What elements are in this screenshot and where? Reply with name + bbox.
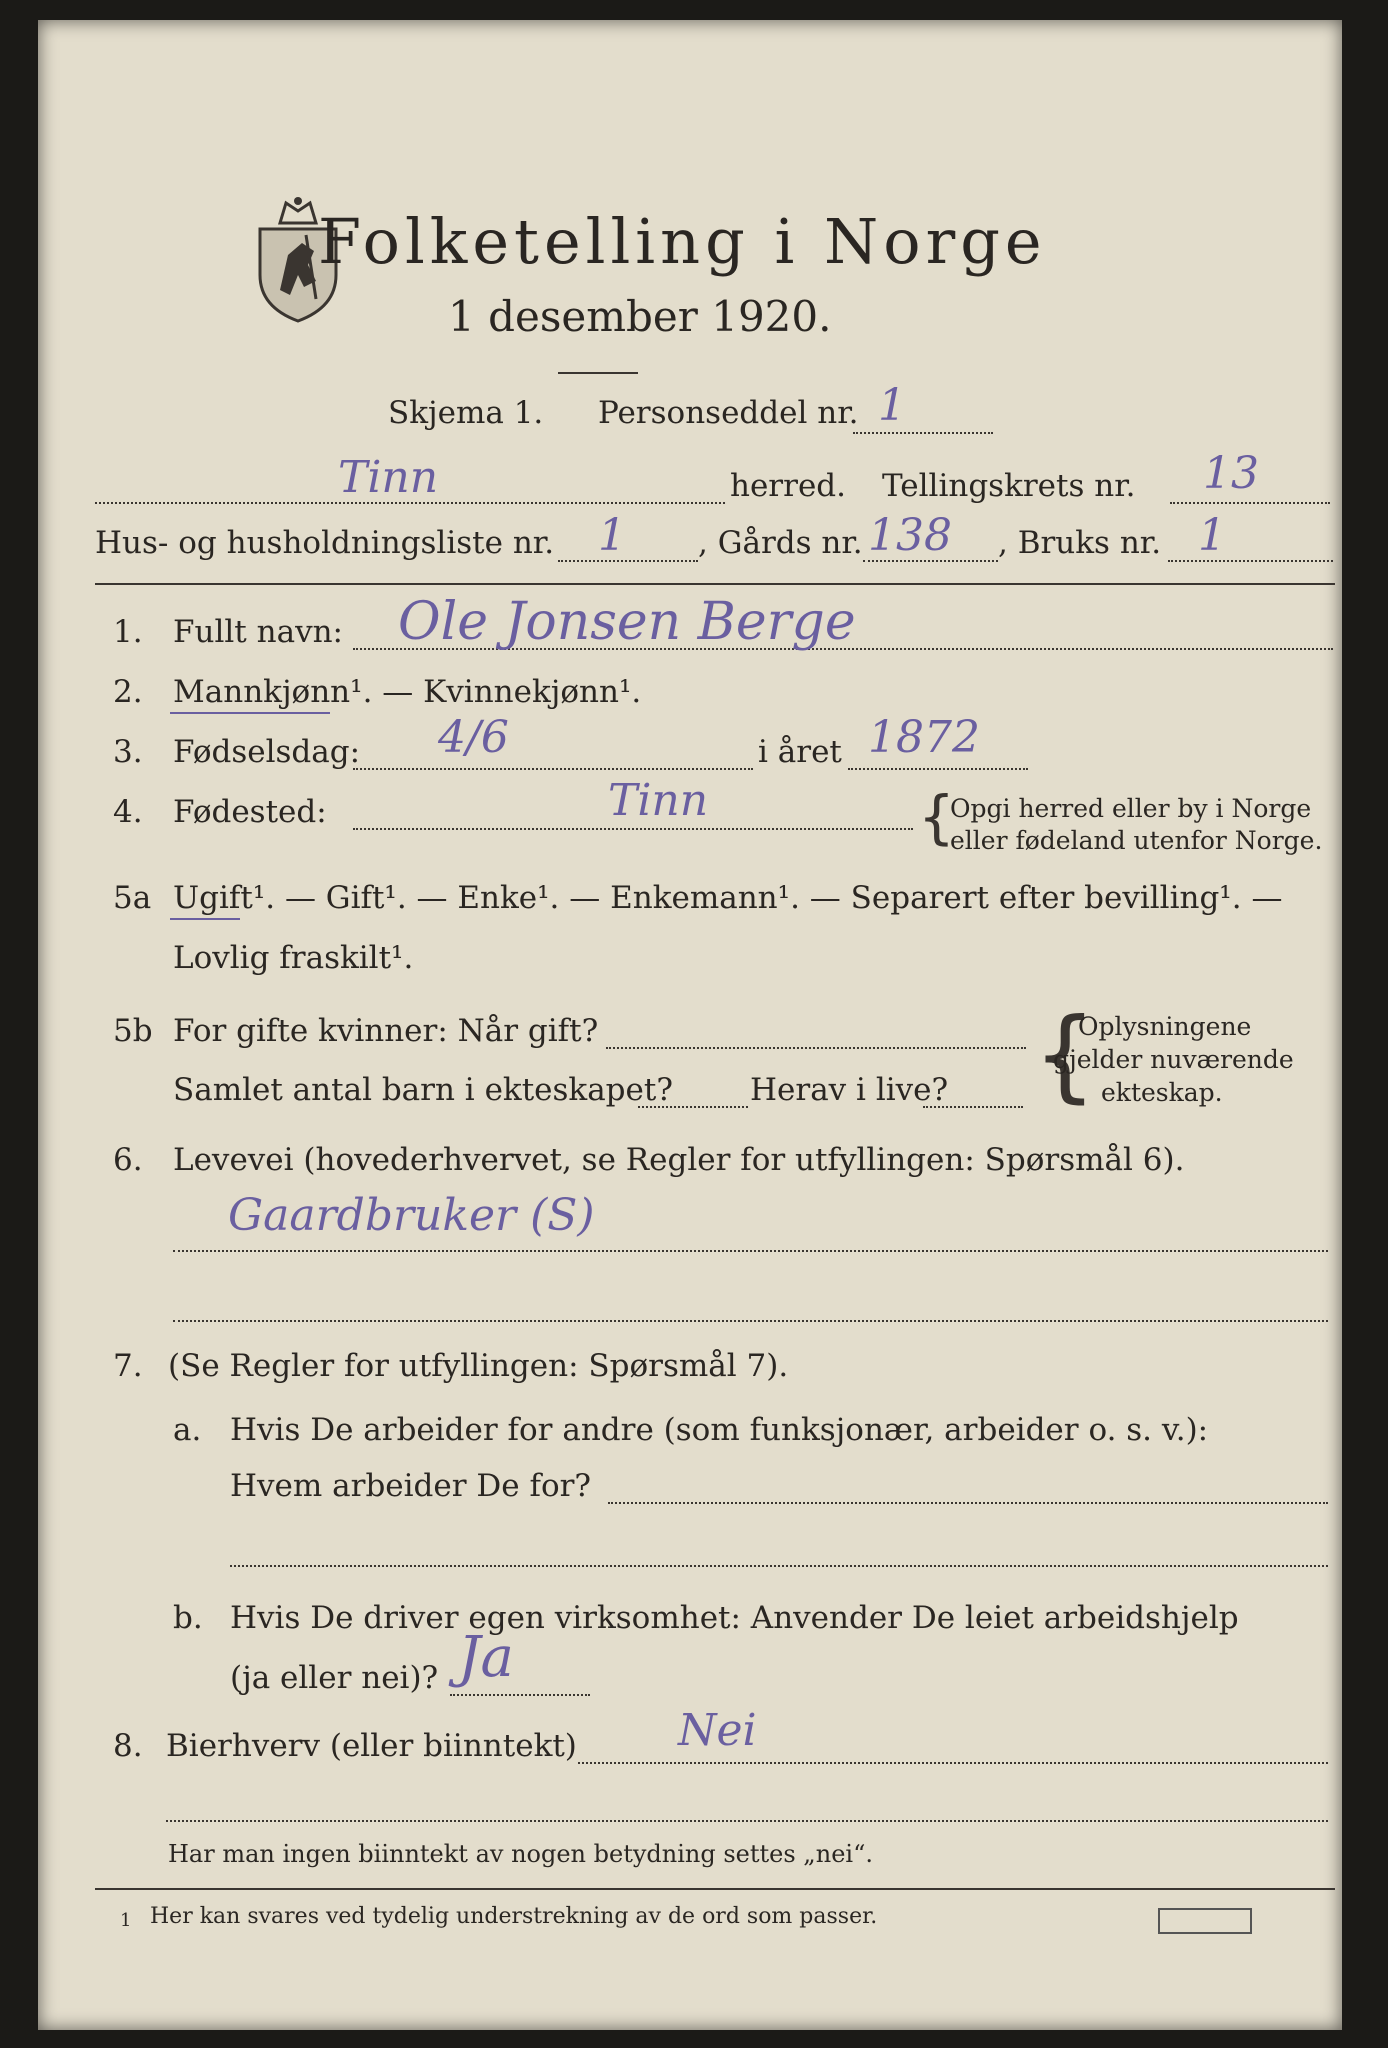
marriage-note-2: gjelder nuværende bbox=[1053, 1045, 1294, 1074]
hus-label: Hus- og husholdningsliste nr. bbox=[95, 525, 555, 561]
tellingskrets-value[interactable]: 13 bbox=[1203, 448, 1259, 499]
marital-underline bbox=[170, 918, 240, 920]
side-income-line-2[interactable] bbox=[166, 1820, 1328, 1822]
birth-year-value[interactable]: 1872 bbox=[868, 712, 980, 763]
form-subtitle: 1 desember 1920. bbox=[448, 292, 832, 341]
footnote-text: Her kan svares ved tydelig understrekning av de ord som passer. bbox=[150, 1904, 878, 1929]
gender-options[interactable]: Mannkjønn¹. — Kvinnekjønn¹. bbox=[173, 674, 642, 710]
hus-line bbox=[558, 560, 698, 562]
personseddel-value[interactable]: 1 bbox=[878, 380, 906, 431]
bruks-value[interactable]: 1 bbox=[1198, 510, 1226, 561]
birthplace-note-1: Opgi herred eller by i Norge bbox=[950, 794, 1312, 823]
full-name-value[interactable]: Ole Jonsen Berge bbox=[398, 592, 856, 652]
q5b-alive-label: Herav i live? bbox=[750, 1072, 949, 1108]
birthplace-value[interactable]: Tinn bbox=[608, 775, 709, 826]
q8-number: 8. bbox=[113, 1728, 143, 1764]
q2-number: 2. bbox=[113, 674, 143, 710]
gards-label: , Gårds nr. bbox=[698, 525, 863, 561]
q7-label: (Se Regler for utfyllingen: Spørsmål 7). bbox=[168, 1348, 789, 1384]
form-title: Folketelling i Norge bbox=[318, 205, 1047, 278]
q5b-children-label: Samlet antal barn i ekteskapet? bbox=[173, 1072, 673, 1108]
personseddel-label: Personseddel nr. bbox=[598, 395, 859, 431]
q4-number: 4. bbox=[113, 794, 143, 830]
marital-status-line2[interactable]: Lovlig fraskilt¹. bbox=[173, 940, 414, 976]
q7b-line1: Hvis De driver egen virksomhet: Anvender De leiet arbeidshjelp bbox=[230, 1600, 1239, 1636]
birthplace-note-2: eller fødeland utenfor Norge. bbox=[950, 826, 1323, 855]
q6-label: Levevei (hovederhvervet, se Regler for utfyllingen: Spørsmål 6). bbox=[173, 1142, 1185, 1178]
footnote-mark: 1 bbox=[120, 1910, 132, 1931]
birthdate-value[interactable]: 4/6 bbox=[438, 712, 509, 763]
personseddel-line bbox=[853, 432, 993, 434]
q7a-number: a. bbox=[173, 1412, 202, 1448]
birthdate-line bbox=[353, 768, 753, 770]
birthplace-line bbox=[353, 828, 913, 830]
herred-label: herred. bbox=[730, 468, 846, 504]
occupation-value[interactable]: Gaardbruker (S) bbox=[228, 1190, 595, 1241]
q8-label: Bierhverv (eller biinntekt) bbox=[166, 1728, 577, 1764]
occupation-line-1 bbox=[173, 1250, 1328, 1252]
q1-label: Fullt navn: bbox=[173, 614, 343, 650]
hired-help-line bbox=[450, 1694, 590, 1696]
employer-line-1[interactable] bbox=[608, 1502, 1328, 1504]
printer-stamp bbox=[1158, 1908, 1252, 1934]
side-income-note: Har man ingen biinntekt av nogen betydning settes „nei“. bbox=[168, 1840, 873, 1868]
q1-number: 1. bbox=[113, 614, 143, 650]
married-when-line[interactable] bbox=[606, 1047, 1026, 1049]
tellingskrets-label: Tellingskrets nr. bbox=[882, 468, 1136, 504]
hus-value[interactable]: 1 bbox=[598, 510, 626, 561]
q7b-line2: (ja eller nei)? bbox=[230, 1660, 439, 1696]
children-line[interactable] bbox=[638, 1106, 748, 1108]
q6-number: 6. bbox=[113, 1142, 143, 1178]
skjema-label: Skjema 1. bbox=[388, 395, 544, 431]
year-line bbox=[848, 768, 1028, 770]
employer-line-2[interactable] bbox=[230, 1565, 1328, 1567]
marriage-brace: { bbox=[1033, 996, 1097, 1113]
hired-help-value[interactable]: Ja bbox=[458, 1625, 514, 1690]
occupation-line-2[interactable] bbox=[173, 1320, 1328, 1322]
title-divider bbox=[558, 372, 638, 374]
header-rule bbox=[95, 583, 1335, 585]
gards-value[interactable]: 138 bbox=[868, 510, 952, 561]
side-income-line-1 bbox=[578, 1762, 1328, 1764]
herred-value[interactable]: Tinn bbox=[338, 452, 439, 503]
marital-status-options[interactable]: Ugift¹. — Gift¹. — Enke¹. — Enkemann¹. — Separert efter bevilling¹. — bbox=[173, 880, 1283, 916]
bruks-label: , Bruks nr. bbox=[998, 525, 1162, 561]
q5b-number: 5b bbox=[113, 1013, 153, 1049]
q5b-line1: For gifte kvinner: Når gift? bbox=[173, 1013, 599, 1049]
year-label: i året bbox=[758, 734, 842, 770]
q7b-number: b. bbox=[173, 1600, 203, 1636]
gender-underline bbox=[170, 712, 330, 714]
bruks-line bbox=[1168, 560, 1333, 562]
q7a-line2: Hvem arbeider De for? bbox=[230, 1468, 592, 1504]
birthplace-brace: { bbox=[918, 783, 955, 851]
q5a-number: 5a bbox=[113, 880, 152, 916]
marriage-note-1: Oplysningene bbox=[1078, 1012, 1252, 1041]
alive-line[interactable] bbox=[923, 1106, 1023, 1108]
marriage-note-3: ekteskap. bbox=[1101, 1078, 1223, 1107]
q4-label: Fødested: bbox=[173, 794, 327, 830]
footnote-rule bbox=[95, 1888, 1335, 1890]
tellingskrets-line bbox=[1170, 502, 1330, 504]
q7a-line1: Hvis De arbeider for andre (som funksjonær, arbeider o. s. v.): bbox=[230, 1412, 1209, 1448]
q3-label: Fødselsdag: bbox=[173, 734, 361, 770]
q7-number: 7. bbox=[113, 1348, 143, 1384]
census-form bbox=[38, 20, 1342, 2030]
side-income-value[interactable]: Nei bbox=[678, 1705, 757, 1756]
q3-number: 3. bbox=[113, 734, 143, 770]
